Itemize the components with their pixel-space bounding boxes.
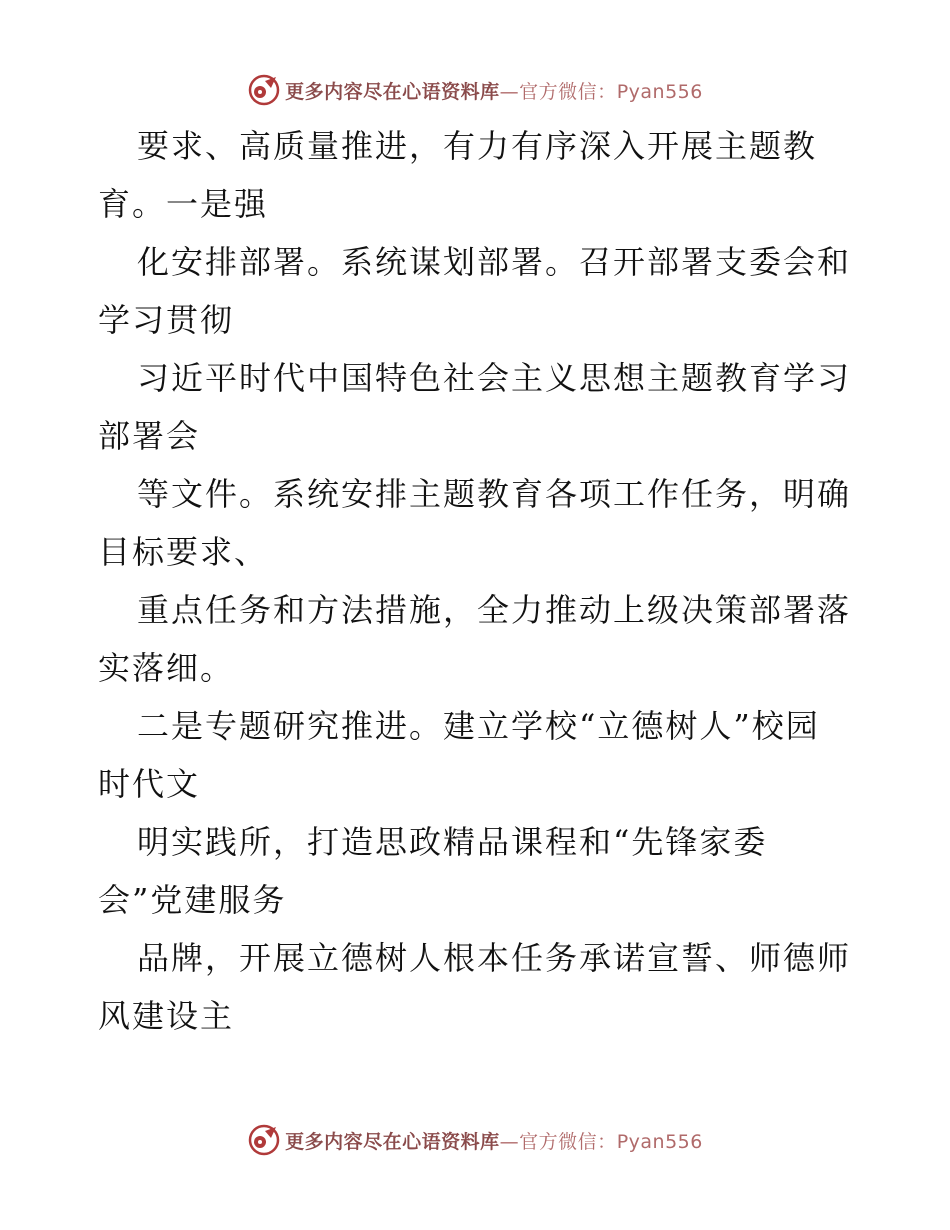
footer-banner bbox=[0, 1120, 950, 1160]
logo-icon bbox=[247, 1123, 281, 1157]
text-line: 等文件。系统安排主题教育各项工作任务，明确 bbox=[137, 475, 852, 513]
header-banner-text: 更多内容尽在心语资料库—官方微信：Pyan556 bbox=[285, 80, 703, 103]
logo-icon bbox=[247, 73, 281, 107]
text-line: 化安排部署。系统谋划部署。召开部署支委会和 bbox=[137, 243, 852, 281]
text-line: 习近平时代中国特色社会主义思想主题教育学习 bbox=[137, 359, 852, 397]
text-line: 目标要求、 bbox=[98, 533, 269, 571]
text-line: 部署会 bbox=[98, 417, 201, 455]
text-line: 实落细。 bbox=[98, 649, 235, 687]
text-line: 时代文 bbox=[98, 765, 201, 803]
text-line: 要求、高质量推进，有力有序深入开展主题教 bbox=[137, 127, 818, 165]
text-line: 二是专题研究推进。建立学校“立德树人”校园 bbox=[137, 707, 820, 745]
text-line: 育。一是强 bbox=[98, 185, 269, 223]
text-line: 学习贯彻 bbox=[98, 301, 235, 339]
header-banner bbox=[0, 70, 950, 110]
text-line: 重点任务和方法措施，全力推动上级决策部署落 bbox=[137, 591, 852, 629]
text-line: 会”党建服务 bbox=[98, 881, 287, 919]
text-line: 明实践所，打造思政精品课程和“先锋家委 bbox=[137, 823, 768, 861]
footer-banner-text: 更多内容尽在心语资料库—官方微信：Pyan556 bbox=[285, 1130, 703, 1153]
text-line: 风建设主 bbox=[98, 997, 235, 1035]
text-line: 品牌，开展立德树人根本任务承诺宣誓、师德师 bbox=[137, 939, 852, 977]
